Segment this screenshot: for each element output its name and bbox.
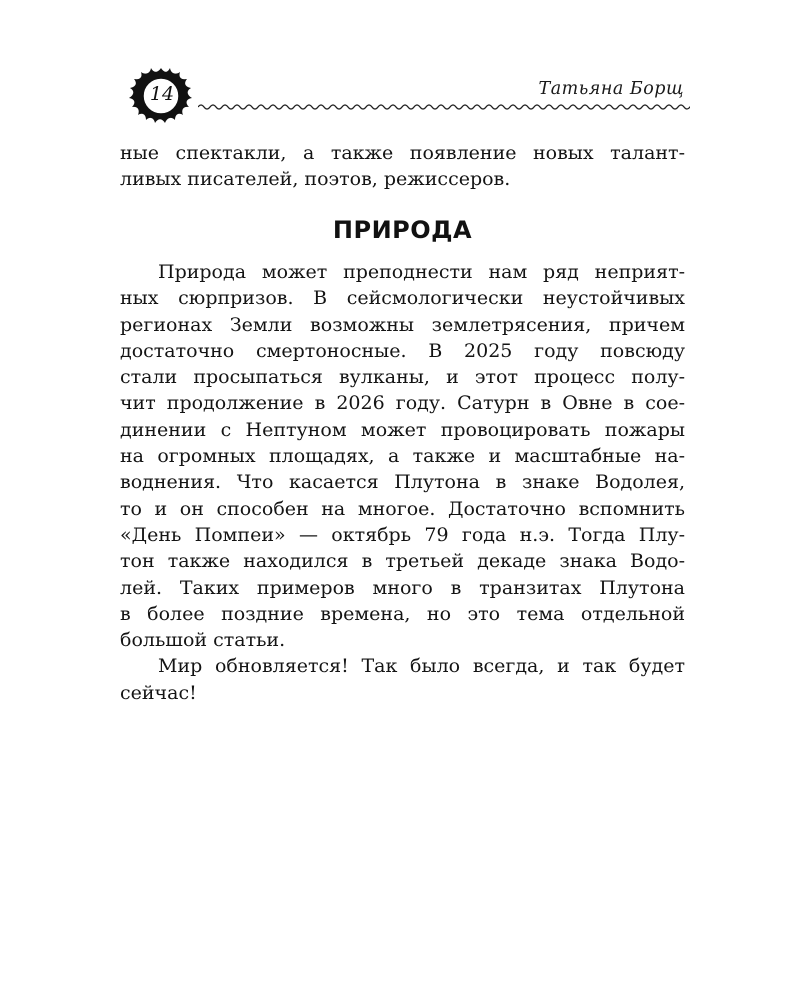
text-line: то и он способен на многое. Достаточно вспомнить bbox=[120, 497, 685, 520]
text-line: Природа может преподнести нам ряд неприят- bbox=[158, 261, 685, 283]
paragraph-world-renews bbox=[120, 653, 685, 706]
text-line: стали просыпаться вулканы, и этот процесс полу- bbox=[120, 366, 685, 389]
text-line: ливых писателей, поэтов, режиссеров. bbox=[120, 168, 511, 191]
page-number: 14 bbox=[149, 83, 175, 105]
running-header bbox=[120, 66, 690, 126]
text-line: воднения. Что касается Плутона в знаке Водолея, bbox=[120, 471, 685, 494]
section-heading: ПРИРОДА bbox=[332, 216, 473, 244]
text-line: сейчас! bbox=[120, 681, 197, 704]
section-body bbox=[120, 259, 685, 706]
paragraph-nature bbox=[120, 259, 685, 653]
text-line: тон также находился в третьей декаде знака Водо- bbox=[120, 550, 685, 573]
text-line: достаточно смертоносные. В 2025 году повсюду bbox=[120, 339, 685, 362]
text-line: большой статьи. bbox=[120, 629, 286, 652]
text-line: «День Помпеи» — октябрь 79 года н.э. Тогда Плу- bbox=[120, 523, 685, 546]
text-line: на огромных площадях, а также и масштабные на- bbox=[120, 445, 685, 468]
wavy-rule-divider bbox=[198, 102, 690, 112]
text-line: ные спектакли, а также появление новых талант- bbox=[120, 142, 685, 164]
text-line: регионах Земли возможны землетрясения, причем bbox=[120, 313, 685, 336]
text-line: динении с Нептуном может провоцировать пожары bbox=[120, 418, 685, 441]
text-line: ных сюрпризов. В сейсмологически неустойчивых bbox=[120, 287, 685, 310]
text-line: чит продолжение в 2026 году. Сатурн в Овне в сое- bbox=[120, 392, 685, 415]
text-line: Мир обновляется! Так было всегда, и так будет bbox=[158, 655, 685, 678]
author-name: Татьяна Борщ bbox=[538, 79, 684, 99]
text-line: в более поздние времена, но это тема отдельной bbox=[120, 602, 685, 625]
text-line: лей. Таких примеров много в транзитах Плутона bbox=[120, 576, 685, 599]
continued-paragraph bbox=[120, 140, 685, 193]
